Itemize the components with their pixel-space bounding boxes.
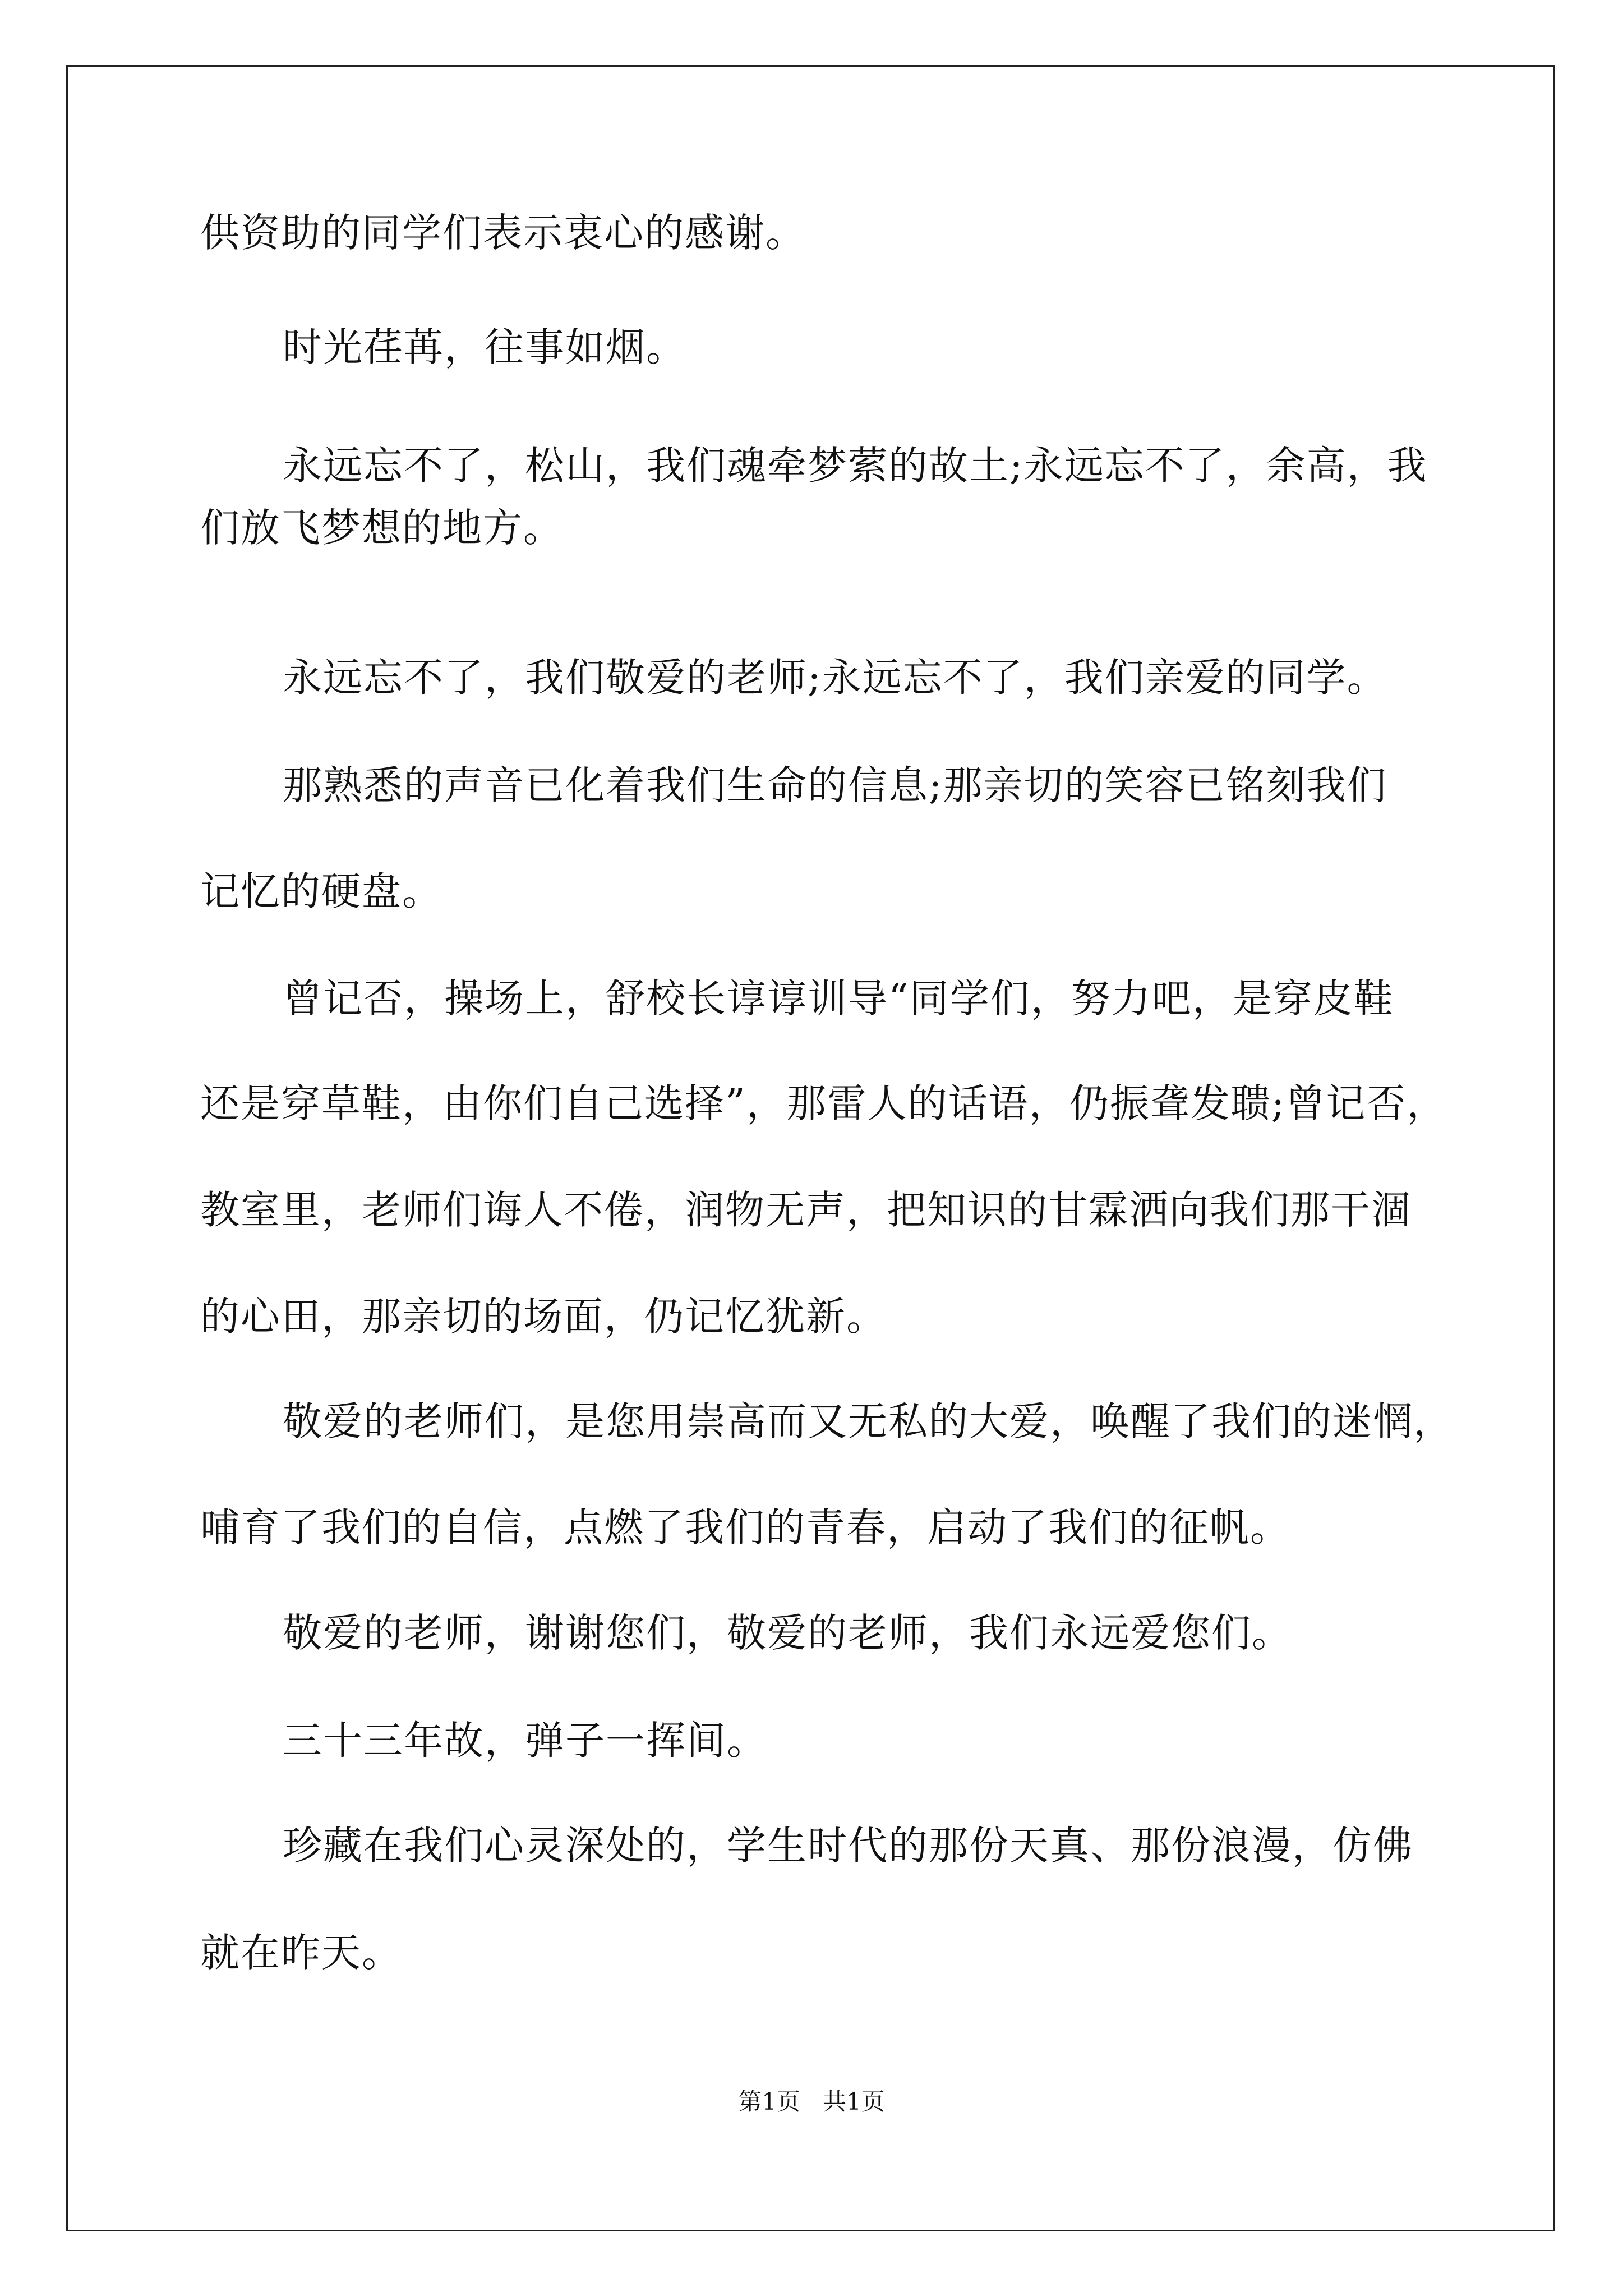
text-line: 记忆的硬盘。 xyxy=(200,868,442,914)
text-line: 永远忘不了，我们敬爱的老师;永远忘不了，我们亲爱的同学。 xyxy=(283,655,1387,701)
text-line: 曾记否，操场上，舒校长谆谆训导“同学们，努力吧，是穿皮鞋 xyxy=(283,976,1394,1022)
text-line: 教室里，老师们诲人不倦，润物无声，把知识的甘霖洒向我们那干涸 xyxy=(200,1187,1412,1233)
text-line: 那熟悉的声音已化着我们生命的信息;那亲切的笑容已铭刻我们 xyxy=(283,762,1387,808)
text-line: 们放飞梦想的地方。 xyxy=(200,505,564,551)
text-line: 时光荏苒，往事如烟。 xyxy=(283,324,686,370)
page-border xyxy=(66,65,1555,2231)
text-line: 敬爱的老师，谢谢您们，敬爱的老师，我们永远爱您们。 xyxy=(283,1610,1292,1656)
text-line: 永远忘不了，松山，我们魂牵梦萦的故土;永远忘不了，余高，我 xyxy=(283,443,1428,489)
text-line: 珍藏在我们心灵深处的，学生时代的那份天真、那份浪漫，仿佛 xyxy=(283,1823,1413,1869)
text-line: 就在昨天。 xyxy=(200,1930,402,1976)
text-line: 哺育了我们的自信，点燃了我们的青春，启动了我们的征帆。 xyxy=(200,1504,1290,1550)
text-line: 还是穿草鞋，由你们自己选择”，那雷人的话语，仍振聋发聩;曾记否， xyxy=(200,1080,1447,1126)
text-line: 敬爱的老师们，是您用崇高而又无私的大爱，唤醒了我们的迷惘， xyxy=(283,1398,1454,1444)
text-line: 的心田，那亲切的场面，仍记忆犹新。 xyxy=(200,1294,887,1340)
page-number-footer: 第1页 共1页 xyxy=(738,2088,885,2115)
text-line: 供资助的同学们表示衷心的感谢。 xyxy=(200,210,806,256)
text-line: 三十三年故，弹子一挥间。 xyxy=(283,1718,767,1764)
